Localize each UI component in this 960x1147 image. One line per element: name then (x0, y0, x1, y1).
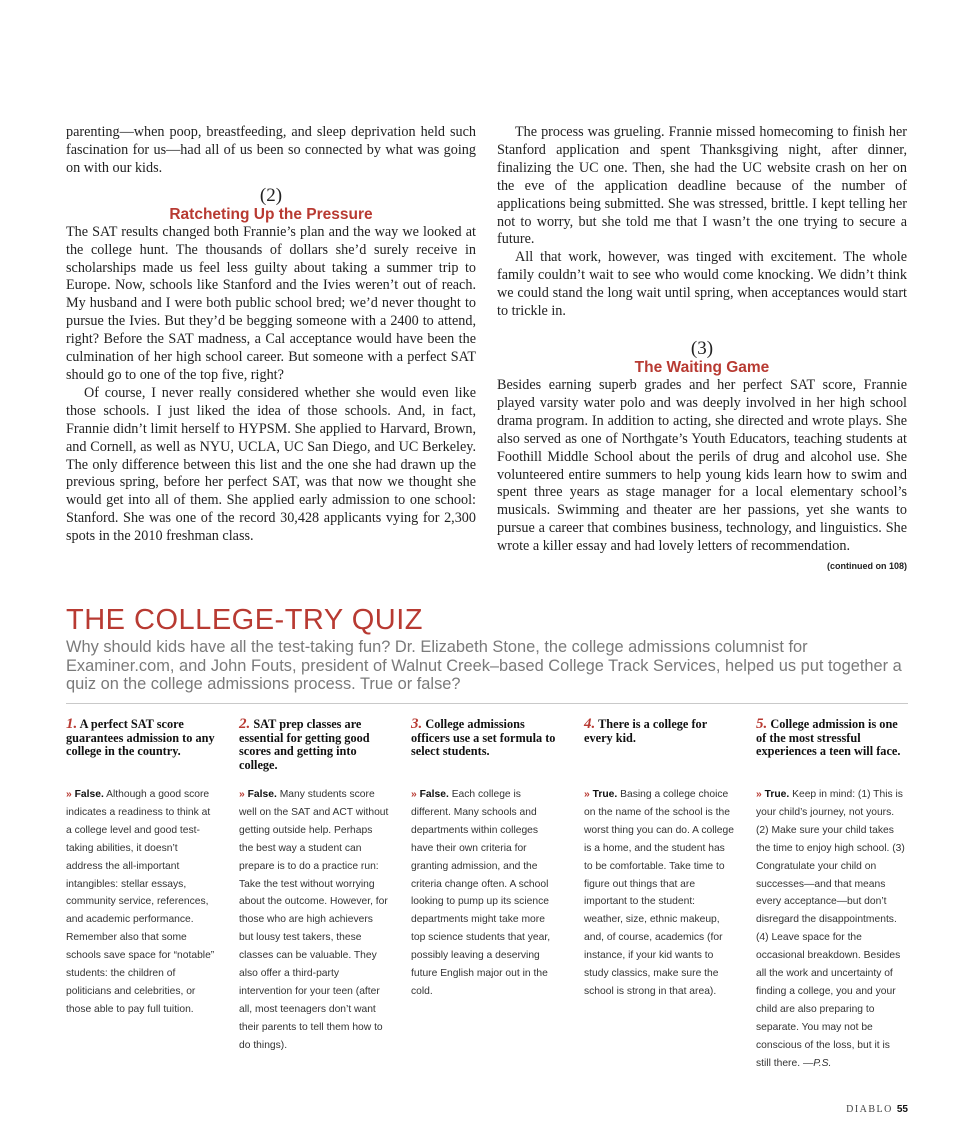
quiz-item (66, 718, 216, 1019)
quiz-title: THE COLLEGE-TRY QUIZ (66, 604, 423, 636)
arrow-icon: » (66, 789, 72, 800)
arrow-icon: » (411, 789, 417, 800)
arrow-icon: » (239, 789, 245, 800)
quiz-answer (66, 786, 216, 1019)
quiz-question (584, 718, 734, 774)
quiz-question-text: College admissions officers use a set formula to select students. (411, 717, 556, 759)
quiz-question (756, 718, 906, 774)
quiz-item (411, 718, 561, 1001)
continued-note: (continued on 108) (826, 561, 907, 572)
section-number: (2) (259, 184, 283, 206)
quiz-item (584, 718, 734, 1001)
quiz-answer-text: Many students score well on the SAT and ACT without getting outside help. Perhaps the best way a student can prepare is to do a practice run: Take the test without worrying about the outcome. However, for those who are high achievers but lousy test takers, these classes can be valuable. They also offer a third-party intervention for your teen (after all, most teenagers don’t want their parents to tell them how to do things). (239, 789, 389, 1051)
arrow-icon: » (756, 789, 762, 800)
article-paragraph: The SAT results changed both Frannie’s plan and the way we looked at the college hunt. The thousands of dollars she’d surely receive in scholarships made us feel less guilty about taking a summer trip to Europe. Now, schools like Stanford and the Ivies weren’t out of reach. My husband and I were both public school bred; we’d never thought to pursue the Ivies. But they’d be begging someone with a 2400 to attend, right? Before the SAT madness, a Cal acceptance would have been the culmination of her high school career. But someone with a perfect SAT should go to one of the top five, right? (66, 223, 476, 383)
quiz-verdict: True. (764, 789, 790, 800)
arrow-icon: » (584, 789, 590, 800)
quiz-question (411, 718, 561, 774)
quiz-number: 5. (756, 716, 768, 732)
quiz-verdict: False. (74, 789, 104, 800)
quiz-intro: Why should kids have all the test-taking fun? Dr. Elizabeth Stone, the college admissions columnist for Examiner.com, and John Fouts, president of Walnut Creek–based College Track Services, helped us put together a quiz on the college admissions process. True or false? (66, 638, 902, 693)
quiz-number: 1. (66, 716, 78, 732)
section-heading: The Waiting Game (634, 358, 770, 376)
section-heading: Ratcheting Up the Pressure (169, 205, 373, 223)
page-number: 55 (896, 1104, 908, 1115)
quiz-answer (239, 786, 389, 1055)
quiz-question (66, 718, 216, 774)
article-right-column (497, 124, 907, 576)
quiz-question (239, 718, 389, 774)
quiz-question-text: There is a college for every kid. (584, 717, 707, 745)
quiz-answer (584, 786, 734, 1001)
magazine-name: DIABLO (846, 1104, 893, 1115)
divider (66, 703, 908, 704)
article-paragraph (497, 376, 907, 572)
section-number: (3) (690, 337, 714, 359)
article-paragraph: Of course, I never really considered whether she would even like those schools. I just liked the idea of those schools. And, in fact, Frannie didn’t limit herself to HYPSM. She applied to Harvard, Brown, and Cornell, as well as NYU, UCLA, UC San Diego, and UC Berkeley. The only difference between this list and the one she had drawn up the previous spring, before her perfect SAT, was that now we thought she would get into all of them. She applied early admission to one school: Stanford. She was one of the record 30,428 applicants vying for 2,300 spots in the 2010 freshman class. (66, 384, 476, 545)
quiz-item (756, 718, 906, 1073)
quiz-signature: —P.S. (802, 1057, 832, 1069)
article-paragraph-text: Besides earning superb grades and her perfect SAT score, Frannie played varsity water polo and was deeply involved in her high school drama program. In addition to acting, she directed and wrote plays. She also served as one of Northgate’s Youth Educators, teaching students at Foothill Middle School about the perils of drug and alcohol use. She volunteered entire summers to help young kids learn how to swim and spent three years as stage manager for a local elementary school’s musicals. Swimming and theater are her passions, yet she wants to pursue a career that combines business, technology, and linguistics. She wrote a killer essay and had lovely letters of recommendation. (497, 376, 907, 555)
quiz-answer-text: Although a good score indicates a readiness to think at a college level and good test-taking abilities, it doesn’t address the all-important intangibles: stellar essays, community service, references, and academic performance. Remember also that some schools save space for “notable” students: the children of politicians and celebrities, or those able to pay full tuition. (66, 789, 215, 1015)
quiz-number: 3. (411, 716, 423, 732)
quiz-question-text: A perfect SAT score guarantees admission to any college in the country. (66, 717, 215, 759)
quiz-question-text: College admission is one of the most stressful experiences a teen will face. (756, 717, 901, 759)
quiz-number: 2. (239, 716, 251, 732)
article-paragraph: The process was grueling. Frannie missed homecoming to finish her Stanford application and spent Thanksgiving night, after dinner, finalizing the UC one. Then, she had the UC website crash on her on the eve of the application deadline because of the number of applications being submitted. She was stressed, brittle. I kept telling her not to worry, but she told me that I wasn’t the one trying to secure a future. (497, 124, 907, 248)
quiz-answer (411, 786, 561, 1001)
quiz-answer-text: Basing a college choice on the name of the school is the worst thing you can do. A college is a home, and the student has to be comfortable. Take time to figure out things that are important to the student: weather, size, ethnic makeup, and, of course, academics (for instance, if your kid wants to study classics, make sure the school is strong in that area). (584, 789, 734, 997)
quiz-question-text: SAT prep classes are essential for getting good scores and getting into college. (239, 717, 370, 772)
article-paragraph: parenting—when poop, breastfeeding, and sleep deprivation held such fascination for us—had all of us been so connected by what was going on with our kids. (66, 124, 476, 176)
quiz-item (239, 718, 389, 1055)
article-paragraph: All that work, however, was tinged with excitement. The whole family couldn’t wait to see who would come knocking. We didn’t think we could stand the long wait until spring, when acceptances would start to trickle in. (497, 249, 907, 320)
quiz-verdict: False. (247, 789, 277, 800)
quiz-number: 4. (584, 716, 596, 732)
quiz-answer (756, 786, 906, 1073)
quiz-verdict: True. (592, 789, 618, 800)
article-left-column (66, 124, 476, 546)
quiz-answer-text: Keep in mind: (1) This is your child’s journey, not yours. (2) Make sure your child takes the time to enjoy high school. (3) Congratulate your child on successes—and that means every acceptance—but don’t disregard the disappointments. (4) Leave space for the occasional breakdown. Besides all the work and uncertainty of finding a college, you and your child are also preparing to separate. You may not be conscious of the loss, but it is still there. (756, 789, 905, 1069)
quiz-answer-text: Each college is different. Many schools and departments within colleges have their own criteria for granting admission, and the criteria change often. A school looking to pump up its science departments might take more top science students that year, possibly leaving a deserving future English major out in the cold. (411, 789, 551, 997)
page-footer (846, 1104, 908, 1115)
quiz-verdict: False. (419, 789, 449, 800)
